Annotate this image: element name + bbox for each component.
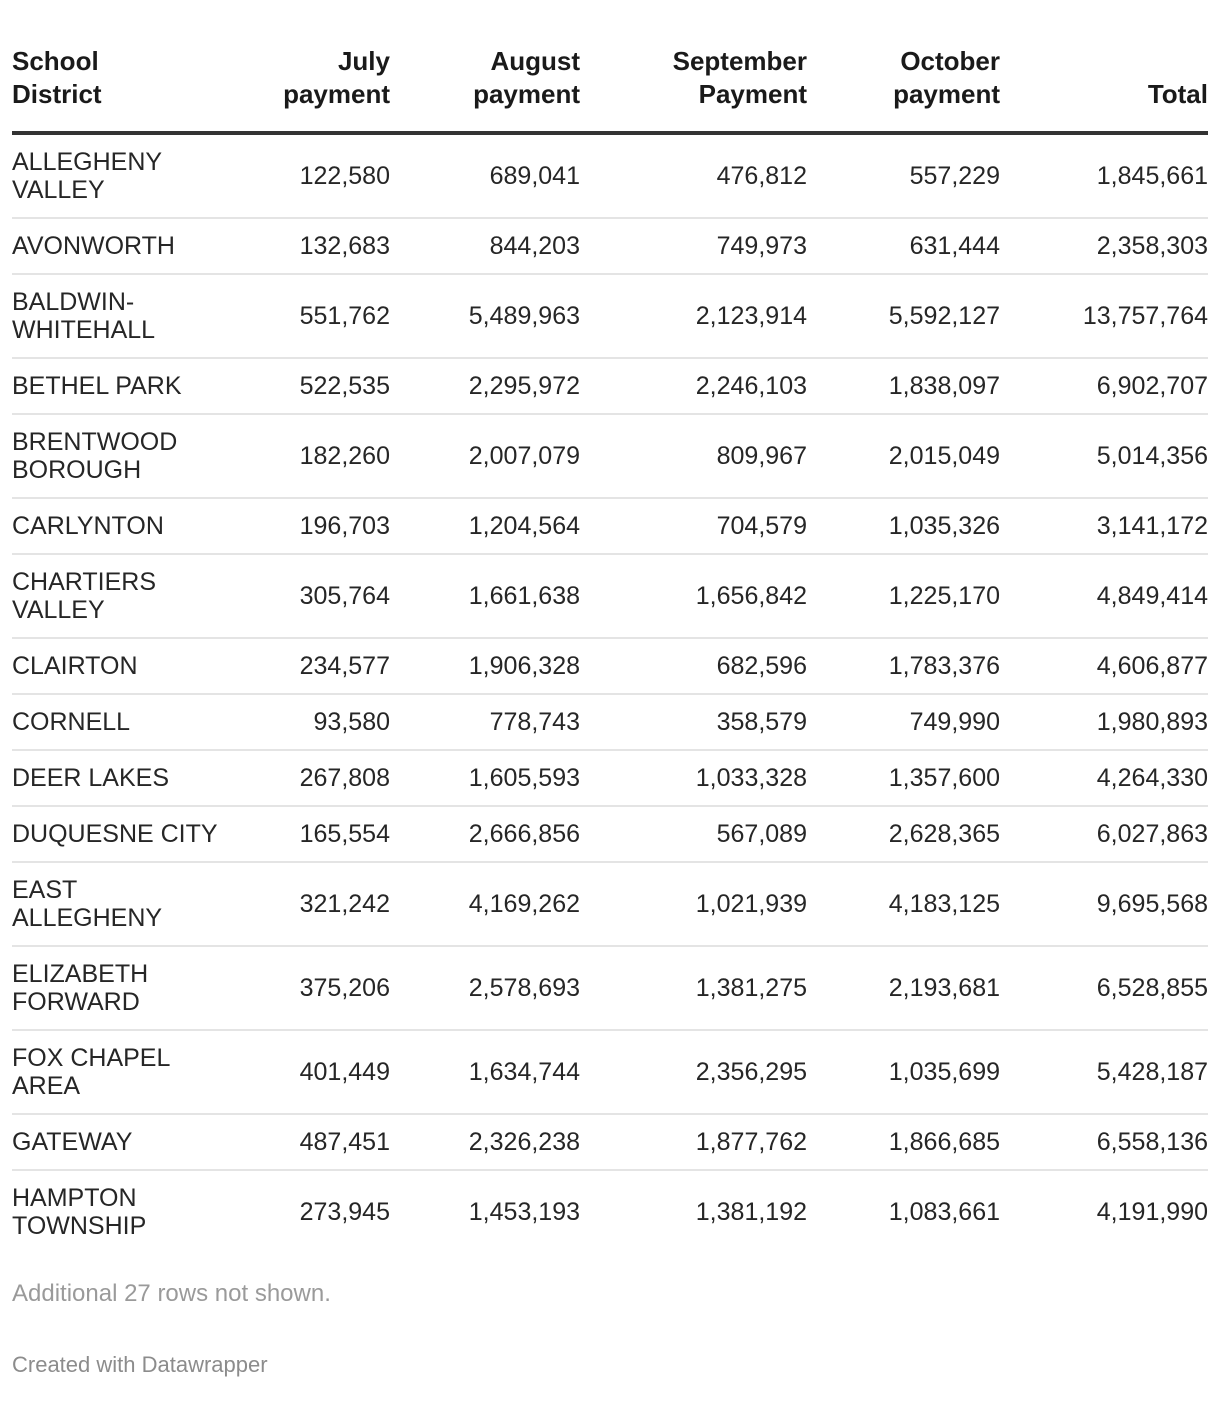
cell-august: 2,578,693 [468,974,580,1002]
cell-total: 4,849,414 [1096,582,1208,610]
table-row [12,806,1208,862]
cell-august: 5,489,963 [468,302,580,330]
cell-september: 1,021,939 [695,890,807,918]
cell-september: 2,356,295 [695,1058,807,1086]
cell-july: 273,945 [299,1198,390,1226]
cell-september: 1,033,328 [695,764,807,792]
table-row [12,1114,1208,1170]
cell-august: 1,204,564 [468,512,580,540]
cell-total: 1,845,661 [1096,162,1208,190]
cell-august: 2,666,856 [468,820,580,848]
table-row [12,1030,1208,1114]
cell-july: 267,808 [299,764,390,792]
payments-table [12,45,1208,1253]
cell-september: 2,123,914 [695,302,807,330]
column-header-september-payment [580,45,807,133]
cell-september: 809,967 [716,442,807,470]
cell-total: 13,757,764 [1082,302,1208,330]
cell-total: 4,191,990 [1096,1198,1208,1226]
column-header-line: July [337,46,390,76]
column-header-line: District [12,79,102,109]
table-header-row [12,45,1208,133]
cell-august: 1,661,638 [468,582,580,610]
cell-august: 844,203 [489,232,580,260]
cell-october: 749,990 [909,708,1000,736]
cell-july: 165,554 [299,820,390,848]
cell-september: 1,381,275 [695,974,807,1002]
table-row [12,554,1208,638]
cell-district: ALLEGHENY VALLEY [12,148,162,204]
table-row [12,218,1208,274]
cell-october: 4,183,125 [888,890,1000,918]
column-header-october-payment [807,45,1000,133]
cell-october: 1,225,170 [888,582,1000,610]
table-row [12,862,1208,946]
cell-district: CARLYNTON [12,512,164,540]
cell-september: 567,089 [716,820,807,848]
cell-district: DEER LAKES [12,764,170,792]
cell-district: CHARTIERS VALLEY [12,568,157,624]
cell-total: 3,141,172 [1096,512,1208,540]
cell-total: 2,358,303 [1096,232,1208,260]
cell-july: 401,449 [299,1058,390,1086]
cell-september: 358,579 [716,708,807,736]
cell-total: 9,695,568 [1096,890,1208,918]
footnote: Additional 27 rows not shown. [12,1280,331,1307]
table-row [12,274,1208,358]
cell-district: HAMPTON TOWNSHIP [12,1184,147,1240]
cell-september: 476,812 [716,162,807,190]
cell-september: 1,877,762 [695,1128,807,1156]
cell-august: 1,605,593 [468,764,580,792]
table-row [12,133,1208,218]
cell-total: 5,428,187 [1096,1058,1208,1086]
cell-august: 4,169,262 [468,890,580,918]
cell-september: 2,246,103 [695,372,807,400]
cell-district: BALDWIN-WHITEHALL [12,288,156,344]
cell-august: 2,007,079 [468,442,580,470]
cell-district: GATEWAY [12,1128,133,1156]
cell-july: 321,242 [299,890,390,918]
cell-september: 749,973 [716,232,807,260]
cell-october: 2,628,365 [888,820,1000,848]
cell-july: 182,260 [299,442,390,470]
cell-district: ELIZABETH FORWARD [12,960,149,1016]
cell-october: 557,229 [909,162,1000,190]
table-row [12,638,1208,694]
cell-total: 6,027,863 [1096,820,1208,848]
cell-total: 4,264,330 [1096,764,1208,792]
cell-august: 2,295,972 [468,372,580,400]
cell-district: FOX CHAPEL AREA [12,1044,170,1100]
cell-july: 234,577 [299,652,390,680]
cell-october: 1,783,376 [888,652,1000,680]
cell-august: 1,906,328 [468,652,580,680]
cell-july: 522,535 [299,372,390,400]
cell-september: 1,381,192 [695,1198,807,1226]
cell-august: 689,041 [489,162,580,190]
column-header-august-payment [390,45,580,133]
cell-july: 305,764 [299,582,390,610]
cell-august: 2,326,238 [468,1128,580,1156]
cell-august: 1,453,193 [468,1198,580,1226]
cell-district: CORNELL [12,708,131,736]
cell-october: 5,592,127 [888,302,1000,330]
cell-district: BETHEL PARK [12,372,182,400]
cell-august: 1,634,744 [468,1058,580,1086]
column-header-line: payment [893,79,1000,109]
cell-district: EAST ALLEGHENY [12,876,163,932]
table-row [12,694,1208,750]
cell-july: 487,451 [299,1128,390,1156]
cell-july: 551,762 [299,302,390,330]
cell-july: 375,206 [299,974,390,1002]
cell-october: 631,444 [909,232,1000,260]
column-header-line: payment [283,79,390,109]
column-header-line: August [490,46,580,76]
cell-september: 704,579 [716,512,807,540]
cell-october: 2,015,049 [888,442,1000,470]
cell-district: BRENTWOOD BOROUGH [12,428,178,484]
table-row [12,358,1208,414]
cell-district: DUQUESNE CITY [12,820,218,848]
cell-total: 1,980,893 [1096,708,1208,736]
cell-july: 122,580 [299,162,390,190]
cell-july: 196,703 [299,512,390,540]
cell-october: 1,866,685 [888,1128,1000,1156]
table-row [12,946,1208,1030]
cell-september: 682,596 [716,652,807,680]
cell-district: AVONWORTH [12,232,175,260]
cell-october: 1,035,699 [888,1058,1000,1086]
column-header-line: payment [473,79,580,109]
cell-october: 1,035,326 [888,512,1000,540]
cell-total: 6,558,136 [1096,1128,1208,1156]
column-header-total [1000,45,1208,133]
cell-district: CLAIRTON [12,652,138,680]
cell-total: 4,606,877 [1096,652,1208,680]
table-row [12,750,1208,806]
cell-october: 2,193,681 [888,974,1000,1002]
column-header-july-payment [222,45,390,133]
column-header-school-district [12,45,222,133]
table-row [12,414,1208,498]
cell-september: 1,656,842 [695,582,807,610]
cell-october: 1,357,600 [888,764,1000,792]
cell-october: 1,838,097 [888,372,1000,400]
cell-july: 132,683 [299,232,390,260]
column-header-line: Total [1147,79,1208,109]
cell-october: 1,083,661 [888,1198,1000,1226]
cell-total: 5,014,356 [1096,442,1208,470]
cell-total: 6,528,855 [1096,974,1208,1002]
datawrapper-attribution: Created with Datawrapper [12,1352,268,1377]
table-row [12,1170,1208,1253]
table-row [12,498,1208,554]
cell-july: 93,580 [313,708,390,736]
column-header-line: September [672,46,807,76]
column-header-line: Payment [698,79,807,109]
cell-august: 778,743 [489,708,580,736]
column-header-line: October [900,46,1000,76]
column-header-line: School [12,46,99,76]
cell-total: 6,902,707 [1096,372,1208,400]
